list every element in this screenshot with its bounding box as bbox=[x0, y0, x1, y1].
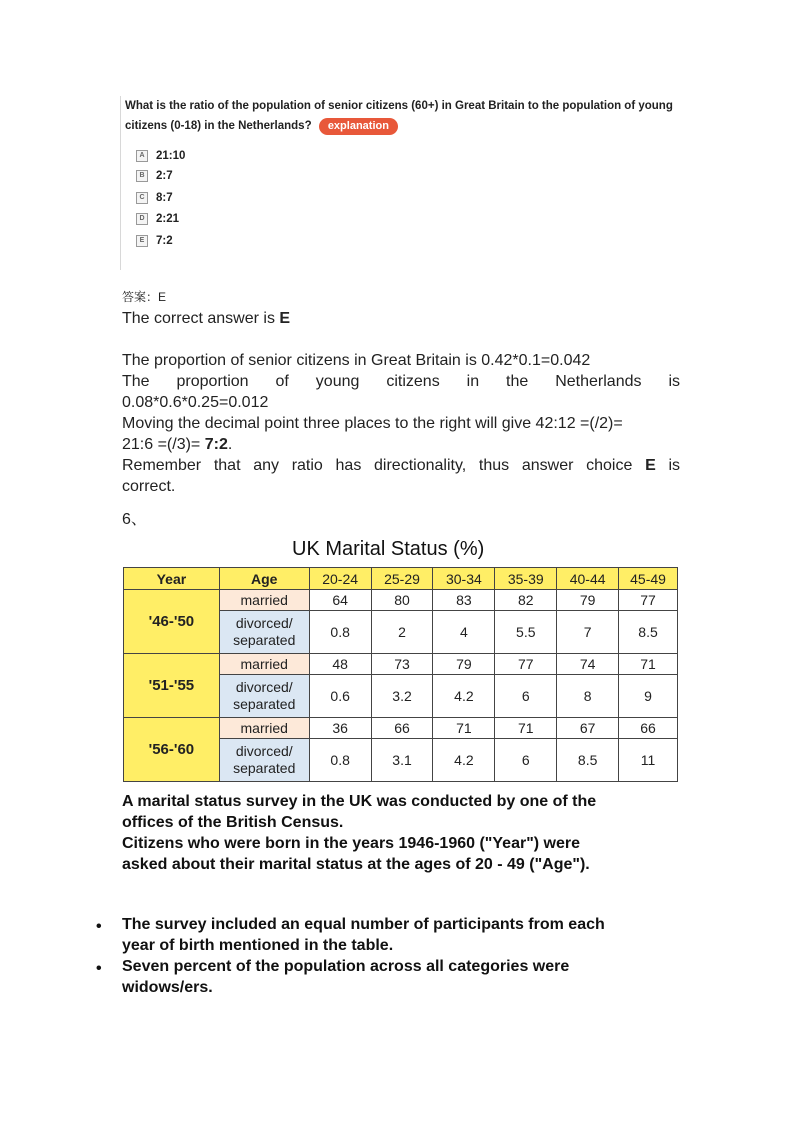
table-row bbox=[124, 590, 678, 611]
year-cell: '56-'60 bbox=[124, 718, 220, 782]
choice-a[interactable] bbox=[136, 148, 185, 164]
table-cell: 64 bbox=[309, 590, 371, 611]
choice-e-box-icon: E bbox=[136, 235, 148, 247]
bullet-icon: • bbox=[96, 918, 102, 935]
table-cell: 2 bbox=[371, 611, 433, 654]
table-cell: 71 bbox=[495, 718, 557, 739]
table-cell: 0.8 bbox=[309, 611, 371, 654]
choice-e-text: 7:2 bbox=[156, 235, 173, 247]
table-row bbox=[124, 654, 678, 675]
table-cell: 9 bbox=[619, 675, 678, 718]
table-cell: 8.5 bbox=[557, 739, 619, 782]
description-line-1: A marital status survey in the UK was conducted by one of the bbox=[122, 793, 597, 810]
table-cell: 66 bbox=[371, 718, 433, 739]
bullet-2-line-2: widows/ers. bbox=[122, 979, 213, 996]
explanation-line-2a: The proportion of young citizens in the Netherlands is bbox=[122, 373, 680, 390]
table-cell: 83 bbox=[433, 590, 495, 611]
explanation-button[interactable]: explanation bbox=[319, 118, 398, 135]
description-line-4: asked about their marital status at the ages of 20 - 49 ("Age"). bbox=[122, 856, 590, 873]
explanation-3b-bold: 7:2 bbox=[204, 436, 228, 453]
table-cell: 6 bbox=[495, 675, 557, 718]
header-col: 45-49 bbox=[619, 568, 678, 590]
answer-label: 答案：E bbox=[122, 290, 167, 304]
year-cell: '51-'55 bbox=[124, 654, 220, 718]
explanation-line-1: The proportion of senior citizens in Great Britain is 0.42*0.1=0.042 bbox=[122, 352, 591, 369]
table-cell: 77 bbox=[619, 590, 678, 611]
header-col: 25-29 bbox=[371, 568, 433, 590]
table-cell: 71 bbox=[619, 654, 678, 675]
age-label-divorced bbox=[219, 739, 309, 782]
explanation-4a-pre: Remember that any ratio has directionality, thus answer choice bbox=[122, 457, 646, 474]
question-screenshot bbox=[122, 96, 682, 270]
table-cell: 8.5 bbox=[619, 611, 678, 654]
table-cell: 77 bbox=[495, 654, 557, 675]
correct-answer-letter: E bbox=[279, 310, 291, 327]
explanation-line-2b: 0.08*0.6*0.25=0.012 bbox=[122, 394, 269, 411]
correct-answer-prefix: The correct answer is bbox=[122, 310, 280, 327]
header-col: 20-24 bbox=[309, 568, 371, 590]
explanation-line-3b bbox=[122, 434, 232, 455]
choice-e[interactable] bbox=[136, 233, 173, 249]
table-row bbox=[124, 718, 678, 739]
header-col: 40-44 bbox=[557, 568, 619, 590]
table-cell: 66 bbox=[619, 718, 678, 739]
bullet-1-line-2: year of birth mentioned in the table. bbox=[122, 937, 394, 954]
divorced-label-line1: divorced/ bbox=[235, 679, 293, 695]
table-cell: 6 bbox=[495, 739, 557, 782]
table-cell: 7 bbox=[557, 611, 619, 654]
choice-b[interactable] bbox=[136, 168, 173, 184]
table-cell: 48 bbox=[309, 654, 371, 675]
age-label-divorced bbox=[219, 611, 309, 654]
table-header-row bbox=[124, 568, 678, 590]
table-cell: 4 bbox=[433, 611, 495, 654]
choice-a-box-icon: A bbox=[136, 150, 148, 162]
table-cell: 80 bbox=[371, 590, 433, 611]
choice-a-text: 21:10 bbox=[156, 150, 186, 162]
age-label-married: married bbox=[219, 654, 309, 675]
table-cell: 0.6 bbox=[309, 675, 371, 718]
age-label-divorced bbox=[219, 675, 309, 718]
age-label-married: married bbox=[219, 718, 309, 739]
divorced-label-line2: separated bbox=[233, 632, 296, 648]
table-cell: 82 bbox=[495, 590, 557, 611]
table-cell: 3.1 bbox=[371, 739, 433, 782]
divorced-label-line1: divorced/ bbox=[235, 743, 293, 759]
explanation-line-3a: Moving the decimal point three places to the right will give 42:12 =(/2)= bbox=[122, 415, 623, 432]
table-cell: 36 bbox=[309, 718, 371, 739]
choice-d-box-icon: D bbox=[136, 213, 148, 225]
explanation-4a-post: is bbox=[655, 457, 681, 474]
header-col: 35-39 bbox=[495, 568, 557, 590]
bullet-2-line-1: Seven percent of the population across all categories were bbox=[122, 958, 570, 975]
choice-b-box-icon: B bbox=[136, 170, 148, 182]
choice-d-text: 2:21 bbox=[156, 213, 180, 225]
table-cell: 73 bbox=[371, 654, 433, 675]
marital-status-table bbox=[123, 567, 678, 782]
explanation-3b-pre: 21:6 =(/3)= bbox=[122, 436, 205, 453]
explanation-3b-post: . bbox=[227, 436, 233, 453]
table-cell: 11 bbox=[619, 739, 678, 782]
table-cell: 3.2 bbox=[371, 675, 433, 718]
divorced-label-line2: separated bbox=[233, 760, 296, 776]
bullet-icon: • bbox=[96, 960, 102, 977]
explanation-line-4b: correct. bbox=[122, 478, 176, 495]
table-cell: 67 bbox=[557, 718, 619, 739]
divorced-label-line1: divorced/ bbox=[235, 615, 293, 631]
question-body: What is the ratio of the population of senior citizens (60+) in Great Britain to the population of young citizens (0-18) in the Netherlands? bbox=[125, 100, 673, 132]
table-cell: 79 bbox=[557, 590, 619, 611]
description-line-3: Citizens who were born in the years 1946-1960 ("Year") were bbox=[122, 835, 581, 852]
table-cell: 4.2 bbox=[433, 739, 495, 782]
choice-c[interactable] bbox=[136, 190, 173, 206]
divorced-label-line2: separated bbox=[233, 696, 296, 712]
table-cell: 5.5 bbox=[495, 611, 557, 654]
table-cell: 4.2 bbox=[433, 675, 495, 718]
question-text bbox=[125, 96, 680, 136]
header-col: 30-34 bbox=[433, 568, 495, 590]
choice-c-box-icon: C bbox=[136, 192, 148, 204]
choice-d[interactable] bbox=[136, 211, 179, 227]
explanation-4a-bold: E bbox=[645, 457, 656, 474]
question-number: 6、 bbox=[122, 511, 147, 528]
table-cell: 79 bbox=[433, 654, 495, 675]
header-age: Age bbox=[219, 568, 309, 590]
year-cell: '46-'50 bbox=[124, 590, 220, 654]
choice-c-text: 8:7 bbox=[156, 192, 173, 204]
choice-b-text: 2:7 bbox=[156, 170, 173, 182]
table-title: UK Marital Status (%) bbox=[292, 538, 485, 560]
table-cell: 74 bbox=[557, 654, 619, 675]
header-year: Year bbox=[124, 568, 220, 590]
bullet-1-line-1: The survey included an equal number of participants from each bbox=[122, 916, 605, 933]
correct-answer bbox=[122, 308, 290, 329]
table-cell: 0.8 bbox=[309, 739, 371, 782]
table-cell: 71 bbox=[433, 718, 495, 739]
description-line-2: offices of the British Census. bbox=[122, 814, 344, 831]
table-cell: 8 bbox=[557, 675, 619, 718]
explanation-line-4a bbox=[122, 455, 680, 476]
screenshot-border bbox=[120, 96, 121, 270]
age-label-married: married bbox=[219, 590, 309, 611]
